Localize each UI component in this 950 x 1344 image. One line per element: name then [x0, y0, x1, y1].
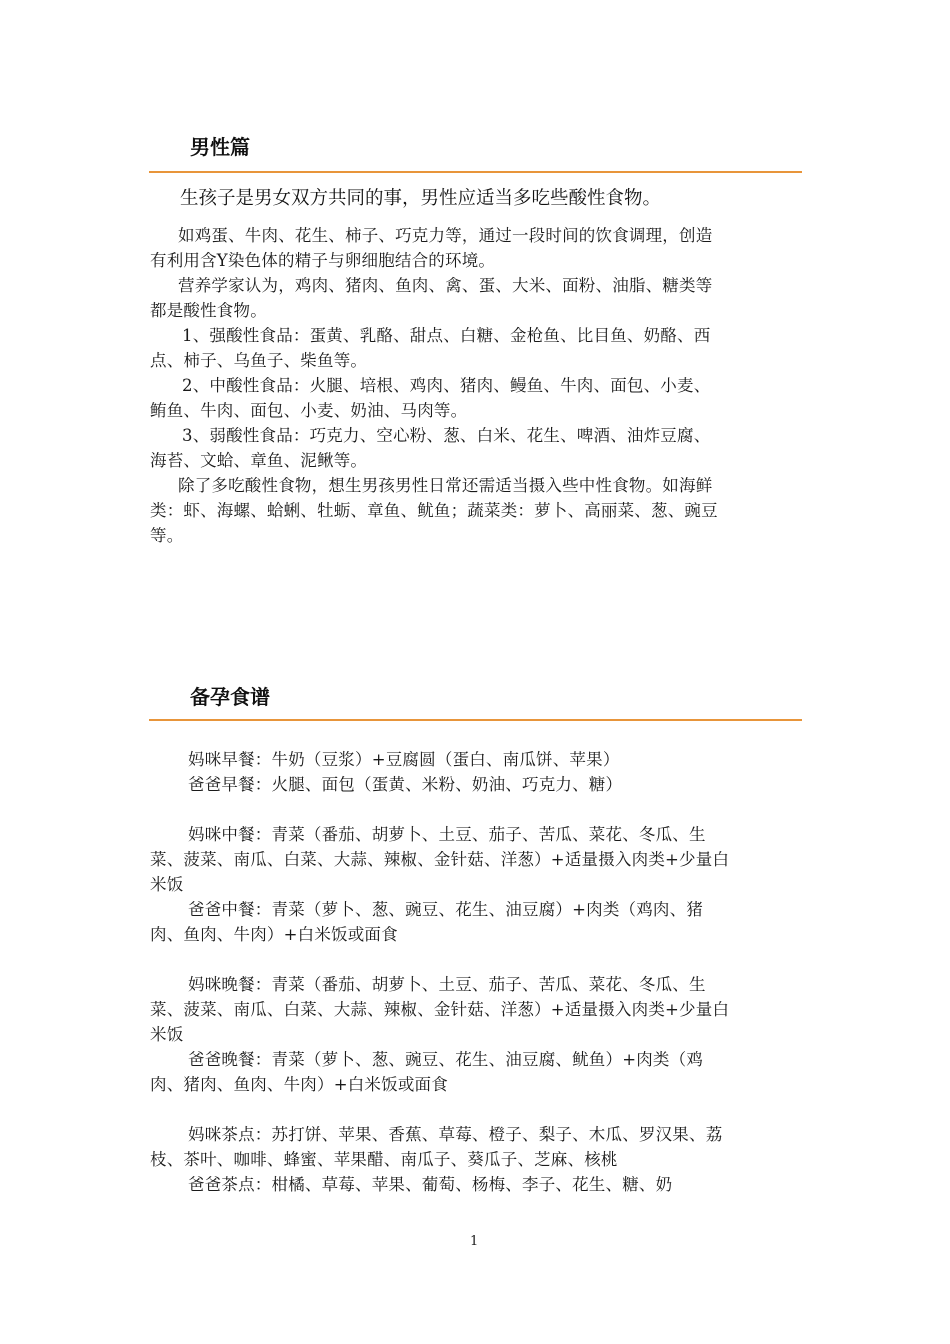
paragraph-line: 营养学家认为，鸡肉、猪肉、鱼肉、禽、蛋、大米、面粉、油脂、糖类等 [178, 276, 713, 295]
section-subheading: 生孩子是男女双方共同的事，男性应适当多吃些酸性食物。 [180, 188, 662, 209]
meal-line: 肉、猪肉、鱼肉、牛肉）+白米饭或面食 [150, 1075, 448, 1094]
paragraph-line: 等。 [150, 526, 184, 545]
paragraph-line: 都是酸性食物。 [150, 301, 267, 320]
meal-line: 爸爸中餐：青菜（萝卜、葱、豌豆、花生、油豆腐）+肉类（鸡肉、猪 [188, 900, 704, 919]
page-number: 1 [470, 1234, 479, 1249]
heading-underline [149, 171, 802, 173]
meal-line: 米饭 [150, 1025, 184, 1044]
list-item-line: 3、弱酸性食品：巧克力、空心粉、葱、白米、花生、啤酒、油炸豆腐、 [182, 426, 711, 445]
heading-underline [149, 719, 802, 721]
meal-line: 爸爸早餐：火腿、面包（蛋黄、米粉、奶油、巧克力、糖） [188, 775, 623, 794]
meal-line: 妈咪茶点：苏打饼、苹果、香蕉、草莓、橙子、梨子、木瓜、罗汉果、荔 [188, 1125, 723, 1144]
meal-line: 爸爸晚餐：青菜（萝卜、葱、豌豆、花生、油豆腐、鱿鱼）+肉类（鸡 [188, 1050, 704, 1069]
paragraph-line: 有利用含Y染色体的精子与卵细胞结合的环境。 [150, 251, 496, 270]
meal-line: 枝、茶叶、咖啡、蜂蜜、苹果醋、南瓜子、葵瓜子、芝麻、核桃 [150, 1150, 618, 1169]
meal-line: 肉、鱼肉、牛肉）+白米饭或面食 [150, 925, 398, 944]
paragraph-line: 如鸡蛋、牛肉、花生、柿子、巧克力等，通过一段时间的饮食调理，创造 [178, 226, 713, 245]
paragraph-line: 类：虾、海螺、蛤蜊、牡蛎、章鱼、鱿鱼；蔬菜类：萝卜、高丽菜、葱、豌豆 [150, 501, 718, 520]
meal-line: 菜、菠菜、南瓜、白菜、大蒜、辣椒、金针菇、洋葱）+适量摄入肉类+少量白 [150, 850, 730, 869]
section-heading-recipe: 备孕食谱 [190, 685, 270, 709]
list-item-line: 1、强酸性食品：蛋黄、乳酪、甜点、白糖、金枪鱼、比目鱼、奶酪、西 [182, 326, 711, 345]
list-item-line: 鲔鱼、牛肉、面包、小麦、奶油、马肉等。 [150, 401, 468, 420]
list-item-line: 海苔、文蛤、章鱼、泥鳅等。 [150, 451, 368, 470]
meal-line: 米饭 [150, 875, 184, 894]
paragraph-line: 除了多吃酸性食物，想生男孩男性日常还需适当摄入些中性食物。如海鲜 [178, 476, 713, 495]
list-item-line: 2、中酸性食品：火腿、培根、鸡肉、猪肉、鳗鱼、牛肉、面包、小麦、 [182, 376, 711, 395]
meal-line: 妈咪中餐：青菜（番茄、胡萝卜、土豆、茄子、苦瓜、菜花、冬瓜、生 [188, 825, 706, 844]
meal-line: 菜、菠菜、南瓜、白菜、大蒜、辣椒、金针菇、洋葱）+适量摄入肉类+少量白 [150, 1000, 730, 1019]
list-item-line: 点、柿子、乌鱼子、柴鱼等。 [150, 351, 368, 370]
meal-line: 妈咪晚餐：青菜（番茄、胡萝卜、土豆、茄子、苦瓜、菜花、冬瓜、生 [188, 975, 706, 994]
meal-line: 爸爸茶点：柑橘、草莓、苹果、葡萄、杨梅、李子、花生、糖、奶 [188, 1175, 673, 1194]
meal-line: 妈咪早餐：牛奶（豆浆）+豆腐圆（蛋白、南瓜饼、苹果） [188, 750, 620, 769]
section-heading-male: 男性篇 [190, 135, 250, 159]
